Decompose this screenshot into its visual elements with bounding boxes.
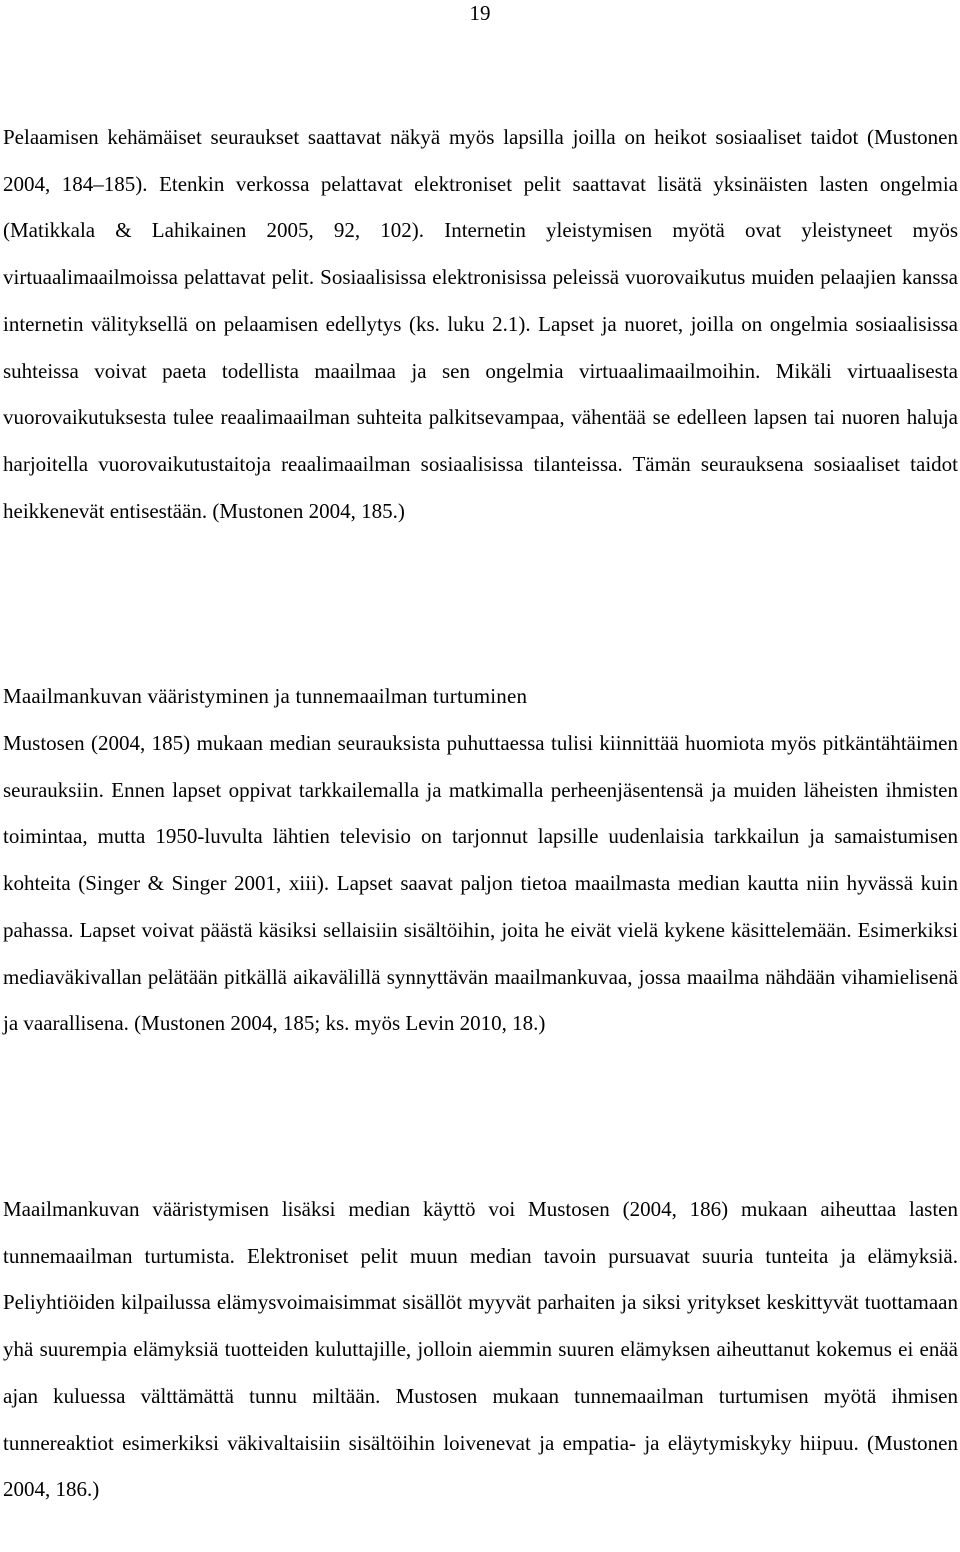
page-number: 19 xyxy=(469,1,491,25)
paragraph-worldview-distortion: Mustosen (2004, 185) mukaan median seurauksista puhuttaessa tulisi kiinnittää huomiota myös pitkäntähtäimen seurauksiin. Ennen lapset oppivat tarkkailemalla ja matkimalla perheenjäsentensä ja muiden läheisten ihmisten toimintaa, mutta 1950-luvulta lähtien televisio on tarjonnut lapsille uudenlaisia tarkkailun ja samaistumisen kohteita (Singer & Singer 2001, xiii). Lapset saavat paljon tietoa maailmasta median kautta niin hyvässä kuin pahassa. Lapset voivat päästä käsiksi sellaisiin sisältöihin, joita he eivät vielä kykene käsittelemään. Esimerkiksi mediaväkivallan pelätään pitkällä aikavälillä synnyttävän maailmankuvaa, jossa maailma nähdään vihamielisenä ja vaarallisena. (Mustonen 2004, 185; ks. myös Levin 2010, 18.) xyxy=(3,731,958,1036)
paragraph-gaming-social-skills: Pelaamisen kehämäiset seuraukset saattavat näkyä myös lapsilla joilla on heikot sosiaaliset taidot (Mustonen 2004, 184–185). Etenkin verkossa pelattavat elektroniset pelit saattavat lisätä yksinäisten lasten ongelmia (Matikkala & Lahikainen 2005, 92, 102). Internetin yleistymisen myötä ovat yleistyneet myös virtuaalimaailmoissa pelattavat pelit. Sosiaalisissa elektronisissa peleissä vuorovaikutus muiden pelaajien kanssa internetin välityksellä on pelaamisen edellytys (ks. luku 2.1). Lapset ja nuoret, joilla on ongelmia sosiaalisissa suhteissa voivat paeta todellista maailmaa ja sen ongelmia virtuaalimaailmoihin. Mikäli virtuaalisesta vuorovaikutuksesta tulee reaalimaailman suhteita palkitsevampaa, vähentää se edelleen lapsen tai nuoren haluja harjoitella vuorovaikutustaitoja reaalimaailman sosiaalisissa tilanteissa. Tämän seurauksena sosiaaliset taidot heikkenevät entisestään. (Mustonen 2004, 185.) xyxy=(3,125,958,523)
section-heading: Maailmankuvan vääristyminen ja tunnemaailman turtuminen xyxy=(3,684,528,708)
paragraph-emotional-numbing: Maailmankuvan vääristymisen lisäksi median käyttö voi Mustosen (2004, 186) mukaan aiheuttaa lasten tunnemaailman turtumista. Elektroniset pelit muun median tavoin pursuavat suuria tunteita ja elämyksiä. Peliyhtiöiden kilpailussa elämysvoimaisimmat sisällöt myyvät parhaiten ja siksi yritykset keskittyvät tuottamaan yhä suurempia elämyksiä tuotteiden kuluttajille, jolloin aiemmin suuren elämyksen aiheuttanut kokemus ei enää ajan kuluessa välttämättä tunnu miltään. Mustosen mukaan tunnemaailman turtumisen myötä ihmisen tunnereaktiot esimerkiksi väkivaltaisiin sisältöihin loivenevat ja empatia- ja eläytymiskyky hiipuu. (Mustonen 2004, 186.) xyxy=(3,1197,958,1502)
